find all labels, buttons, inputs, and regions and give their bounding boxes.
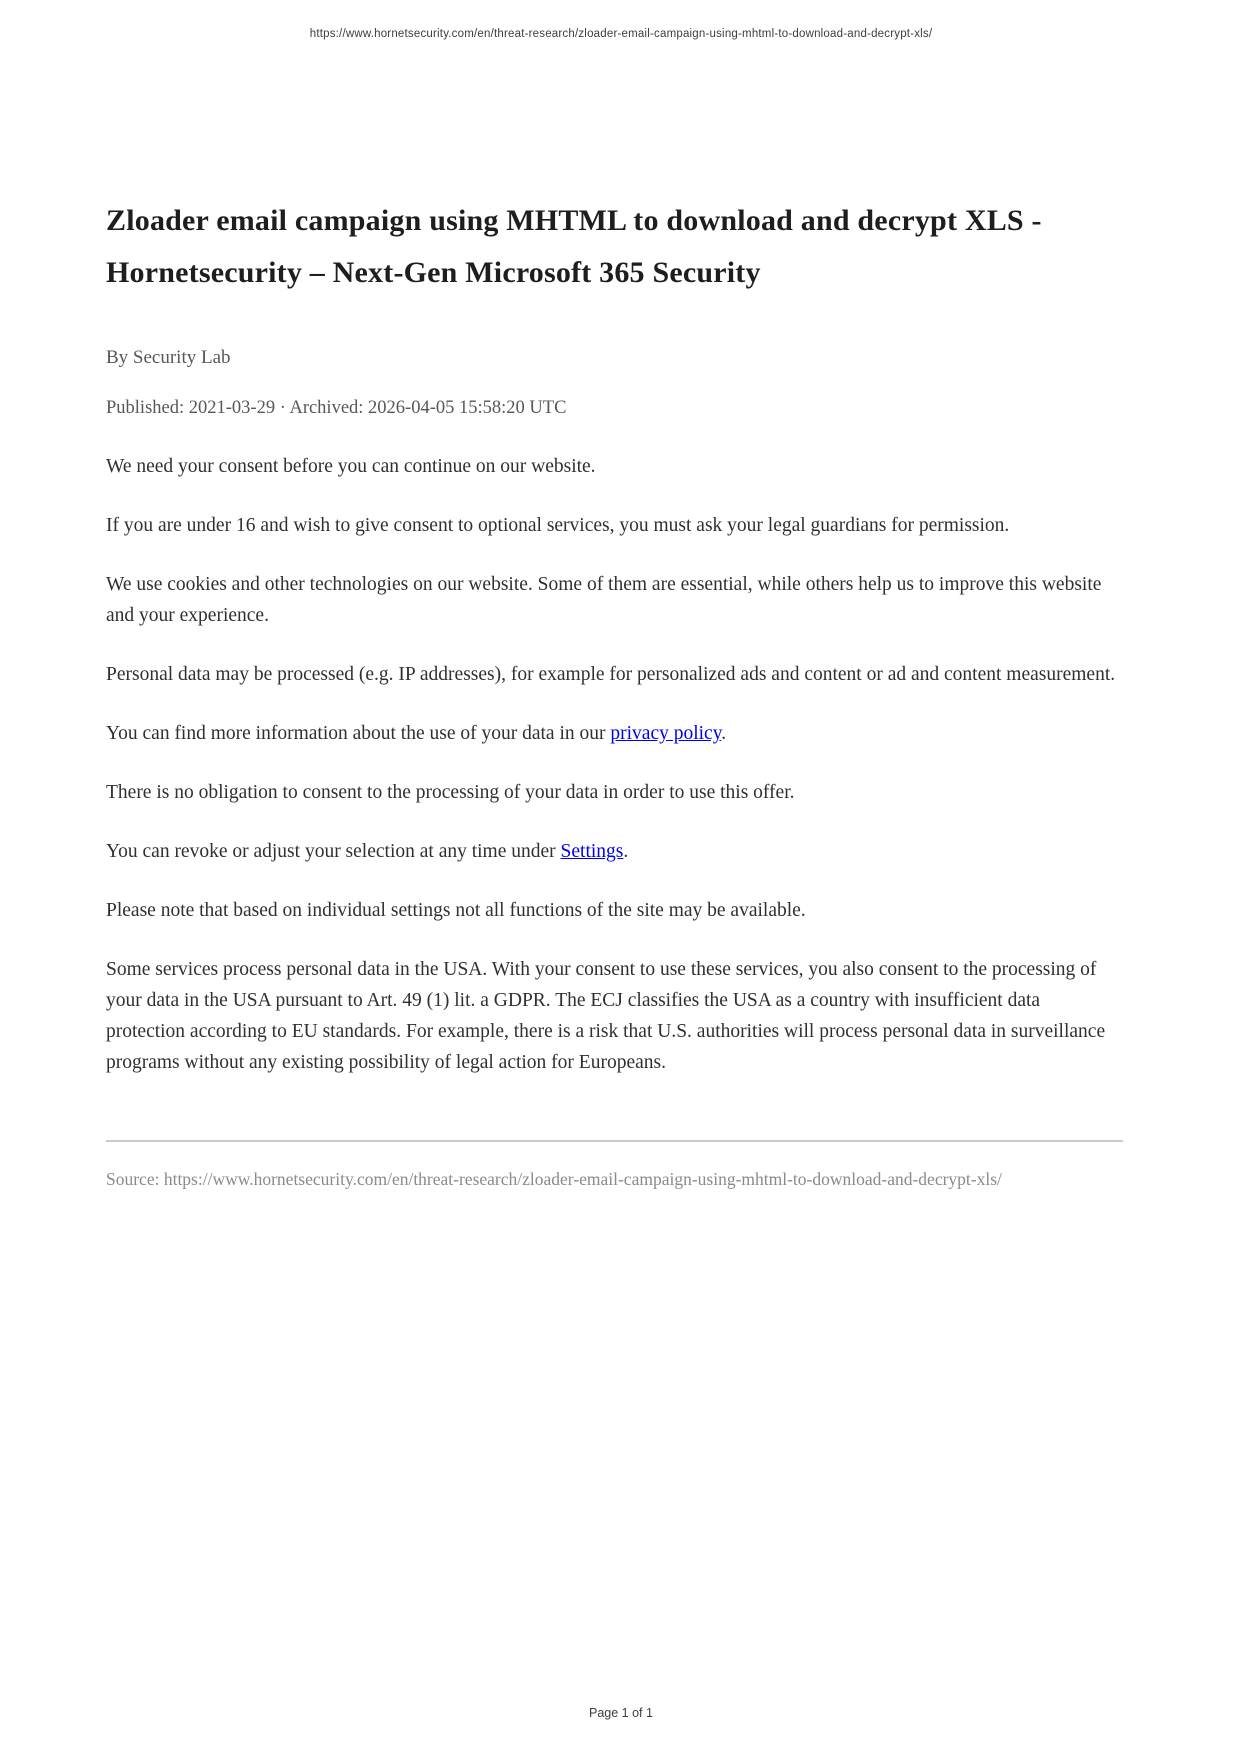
consent-paragraph-9: Some services process personal data in the USA. With your consent to use these services, you also consent to the processing of your data in the USA pursuant to Art. 49 (1) lit. a GDPR. The ECJ classifies the USA as a country with insufficient data protection according to EU standards. For example, there is a risk that U.S. authorities will process personal data in surveillance programs without any existing possibility of legal action for Europeans. [106,959,1106,1073]
paragraph-text: . [721,723,727,744]
consent-paragraph-5 [106,718,1123,749]
article-content [106,0,1123,1192]
article-meta: Published: 2021-03-29 · Archived: 2026-04-05 15:58:20 UTC [106,398,567,418]
privacy-policy-link[interactable]: privacy policy [610,723,722,744]
paragraph-text: You can revoke or adjust your selection at any time under [106,841,561,862]
paragraph-text: . [623,841,629,862]
print-header-url: https://www.hornetsecurity.com/en/threat-research/zloader-email-campaign-using-mhtml-to-download-and-decrypt-xls/ [309,28,933,40]
article-byline: By Security Lab [106,347,231,368]
source-line: Source: https://www.hornetsecurity.com/en/threat-research/zloader-email-campaign-using-mhtml-to-download-and-decrypt-xls/ [106,1169,1002,1189]
settings-link[interactable]: Settings [560,841,624,862]
consent-paragraph-2: If you are under 16 and wish to give consent to optional services, you must ask your legal guardians for permission. [106,515,1010,536]
consent-paragraph-1: We need your consent before you can continue on our website. [106,456,596,477]
consent-paragraph-8: Please note that based on individual settings not all functions of the site may be available. [106,900,806,921]
divider [106,1140,1123,1142]
consent-paragraph-4: Personal data may be processed (e.g. IP addresses), for example for personalized ads and content or ad and content measurement. [106,664,1116,685]
consent-paragraph-7 [106,836,1123,867]
article-title: Zloader email campaign using MHTML to download and decrypt XLS - Hornetsecurity – Next-Gen Microsoft 365 Security [106,204,1042,289]
consent-paragraph-3: We use cookies and other technologies on our website. Some of them are essential, while others help us to improve this website and your experience. [106,574,1102,626]
paragraph-text: You can find more information about the use of your data in our [106,723,611,744]
consent-paragraph-6: There is no obligation to consent to the processing of your data in order to use this offer. [106,782,795,803]
page-number: Page 1 of 1 [589,1706,653,1720]
